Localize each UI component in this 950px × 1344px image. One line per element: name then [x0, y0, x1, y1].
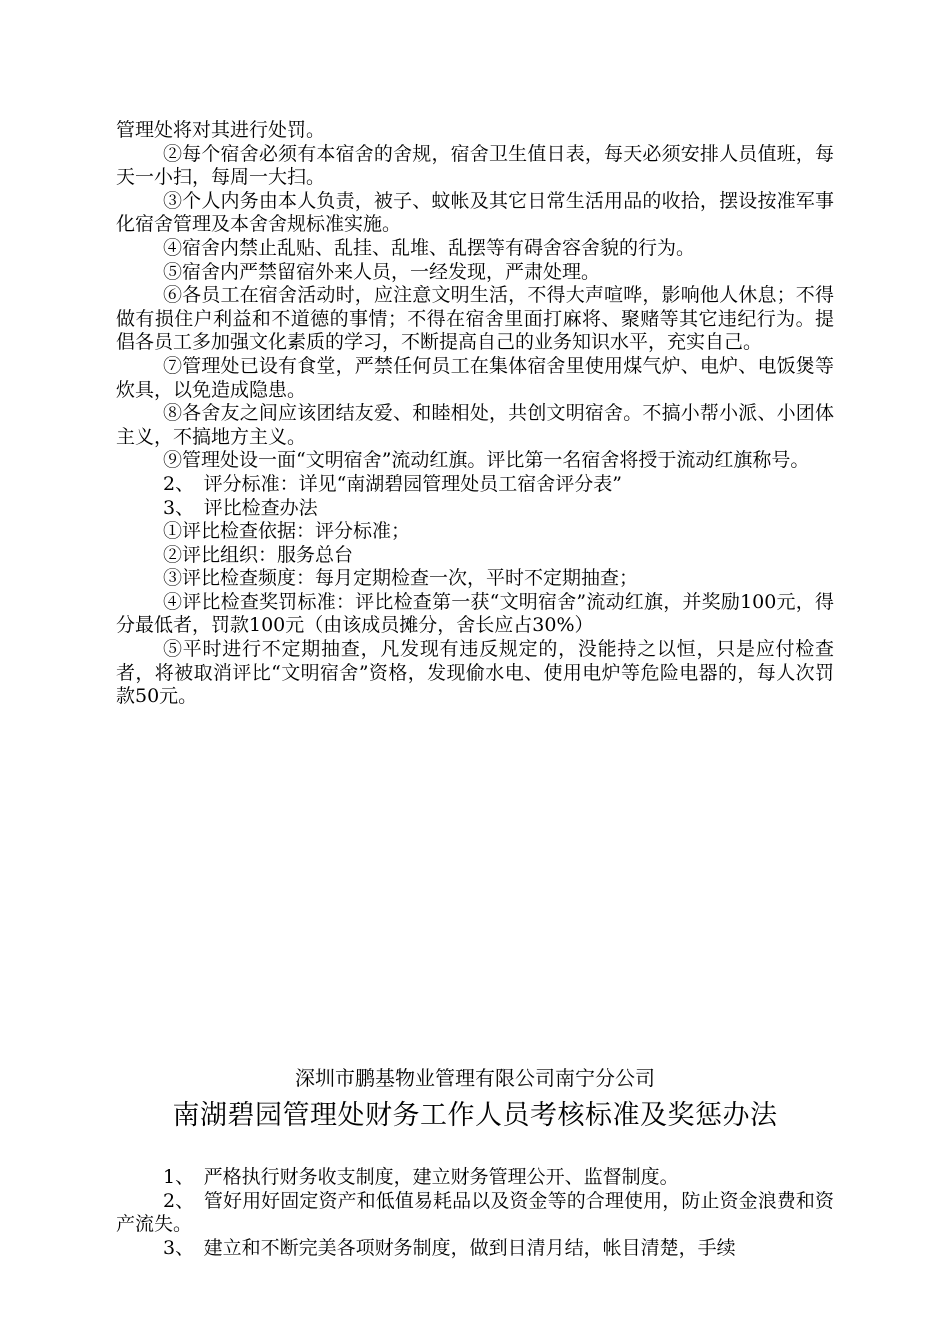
company-name: 深圳市鹏基物业管理有限公司南宁分公司: [295, 1066, 655, 1090]
paragraph: ②每个宿舍必须有本宿舍的舍规，宿舍卫生值日表，每天必须安排人员值班，每天一小扫，每周一大扫。: [116, 142, 834, 189]
paragraph: ⑦管理处已设有食堂，严禁任何员工在集体宿舍里使用煤气炉、电炉、电饭煲等炊具，以免造成隐患。: [116, 354, 834, 401]
paragraph: ⑤宿舍内严禁留宿外来人员，一经发现，严肃处理。: [163, 260, 601, 283]
paragraph: ⑨管理处设一面“文明宿舍”流动红旗。评比第一名宿舍将授于流动红旗称号。: [163, 449, 810, 472]
paragraph: ③评比检查频度：每月定期检查一次，平时不定期抽查；: [163, 567, 639, 590]
paragraph: ⑤平时进行不定期抽查，凡发现有违反规定的，没能持之以恒，只是应付检查者，将被取消评比“文明宿舍”资格，发现偷水电、使用电炉等危险电器的，每人次罚款50元。: [116, 638, 834, 708]
paragraph: ①评比检查依据：评分标准；: [163, 520, 411, 543]
scoring-standard-item: 2、 评分标准：详见“南湖碧园管理处员工宿舍评分表”: [163, 472, 623, 495]
paragraph: 1、 严格执行财务收支制度，建立财务管理公开、监督制度。: [163, 1166, 679, 1188]
finance-rules-section: [116, 1166, 834, 1260]
inspection-method-heading: 3、 评比检查办法: [163, 496, 318, 519]
dormitory-rules-section: [116, 119, 834, 709]
paragraph: 2、 管好用好固定资产和低值易耗品以及资金等的合理使用，防止资金浪费和资产流失。: [116, 1189, 834, 1236]
document-title: 南湖碧园管理处财务工作人员考核标准及奖惩办法: [172, 1100, 778, 1131]
paragraph: ⑧各舍友之间应该团结友爱、和睦相处，共创文明宿舍。不搞小帮小派、小团体主义，不搞地方主义。: [116, 402, 834, 448]
paragraph: ④评比检查奖罚标准：评比检查第一获“文明宿舍”流动红旗，并奖励100元，得分最低者，罚款100元（由该成员摊分，舍长应占30%）: [116, 590, 834, 637]
paragraph: 3、 建立和不断完美各项财务制度，做到日清月结，帐目清楚，手续: [163, 1236, 736, 1259]
paragraph: ⑥各员工在宿舍活动时，应注意文明生活，不得大声喧哗，影响他人休息；不得做有损住户利益和不道德的事情；不得在宿舍里面打麻将、聚赌等其它违纪行为。提倡各员工多加强文化素质的学习，不断提高自己的业务知识水平，充实自己。: [116, 284, 834, 354]
paragraph: ④宿舍内禁止乱贴、乱挂、乱堆、乱摆等有碍舍容舍貌的行为。: [163, 236, 696, 259]
paragraph: ②评比组织：服务总台: [163, 543, 354, 566]
paragraph: ③个人内务由本人负责，被子、蚊帐及其它日常生活用品的收拾，摆设按准军事化宿舍管理及本舍舍规标准实施。: [116, 189, 834, 236]
paragraph: 管理处将对其进行处罚。: [116, 119, 326, 141]
